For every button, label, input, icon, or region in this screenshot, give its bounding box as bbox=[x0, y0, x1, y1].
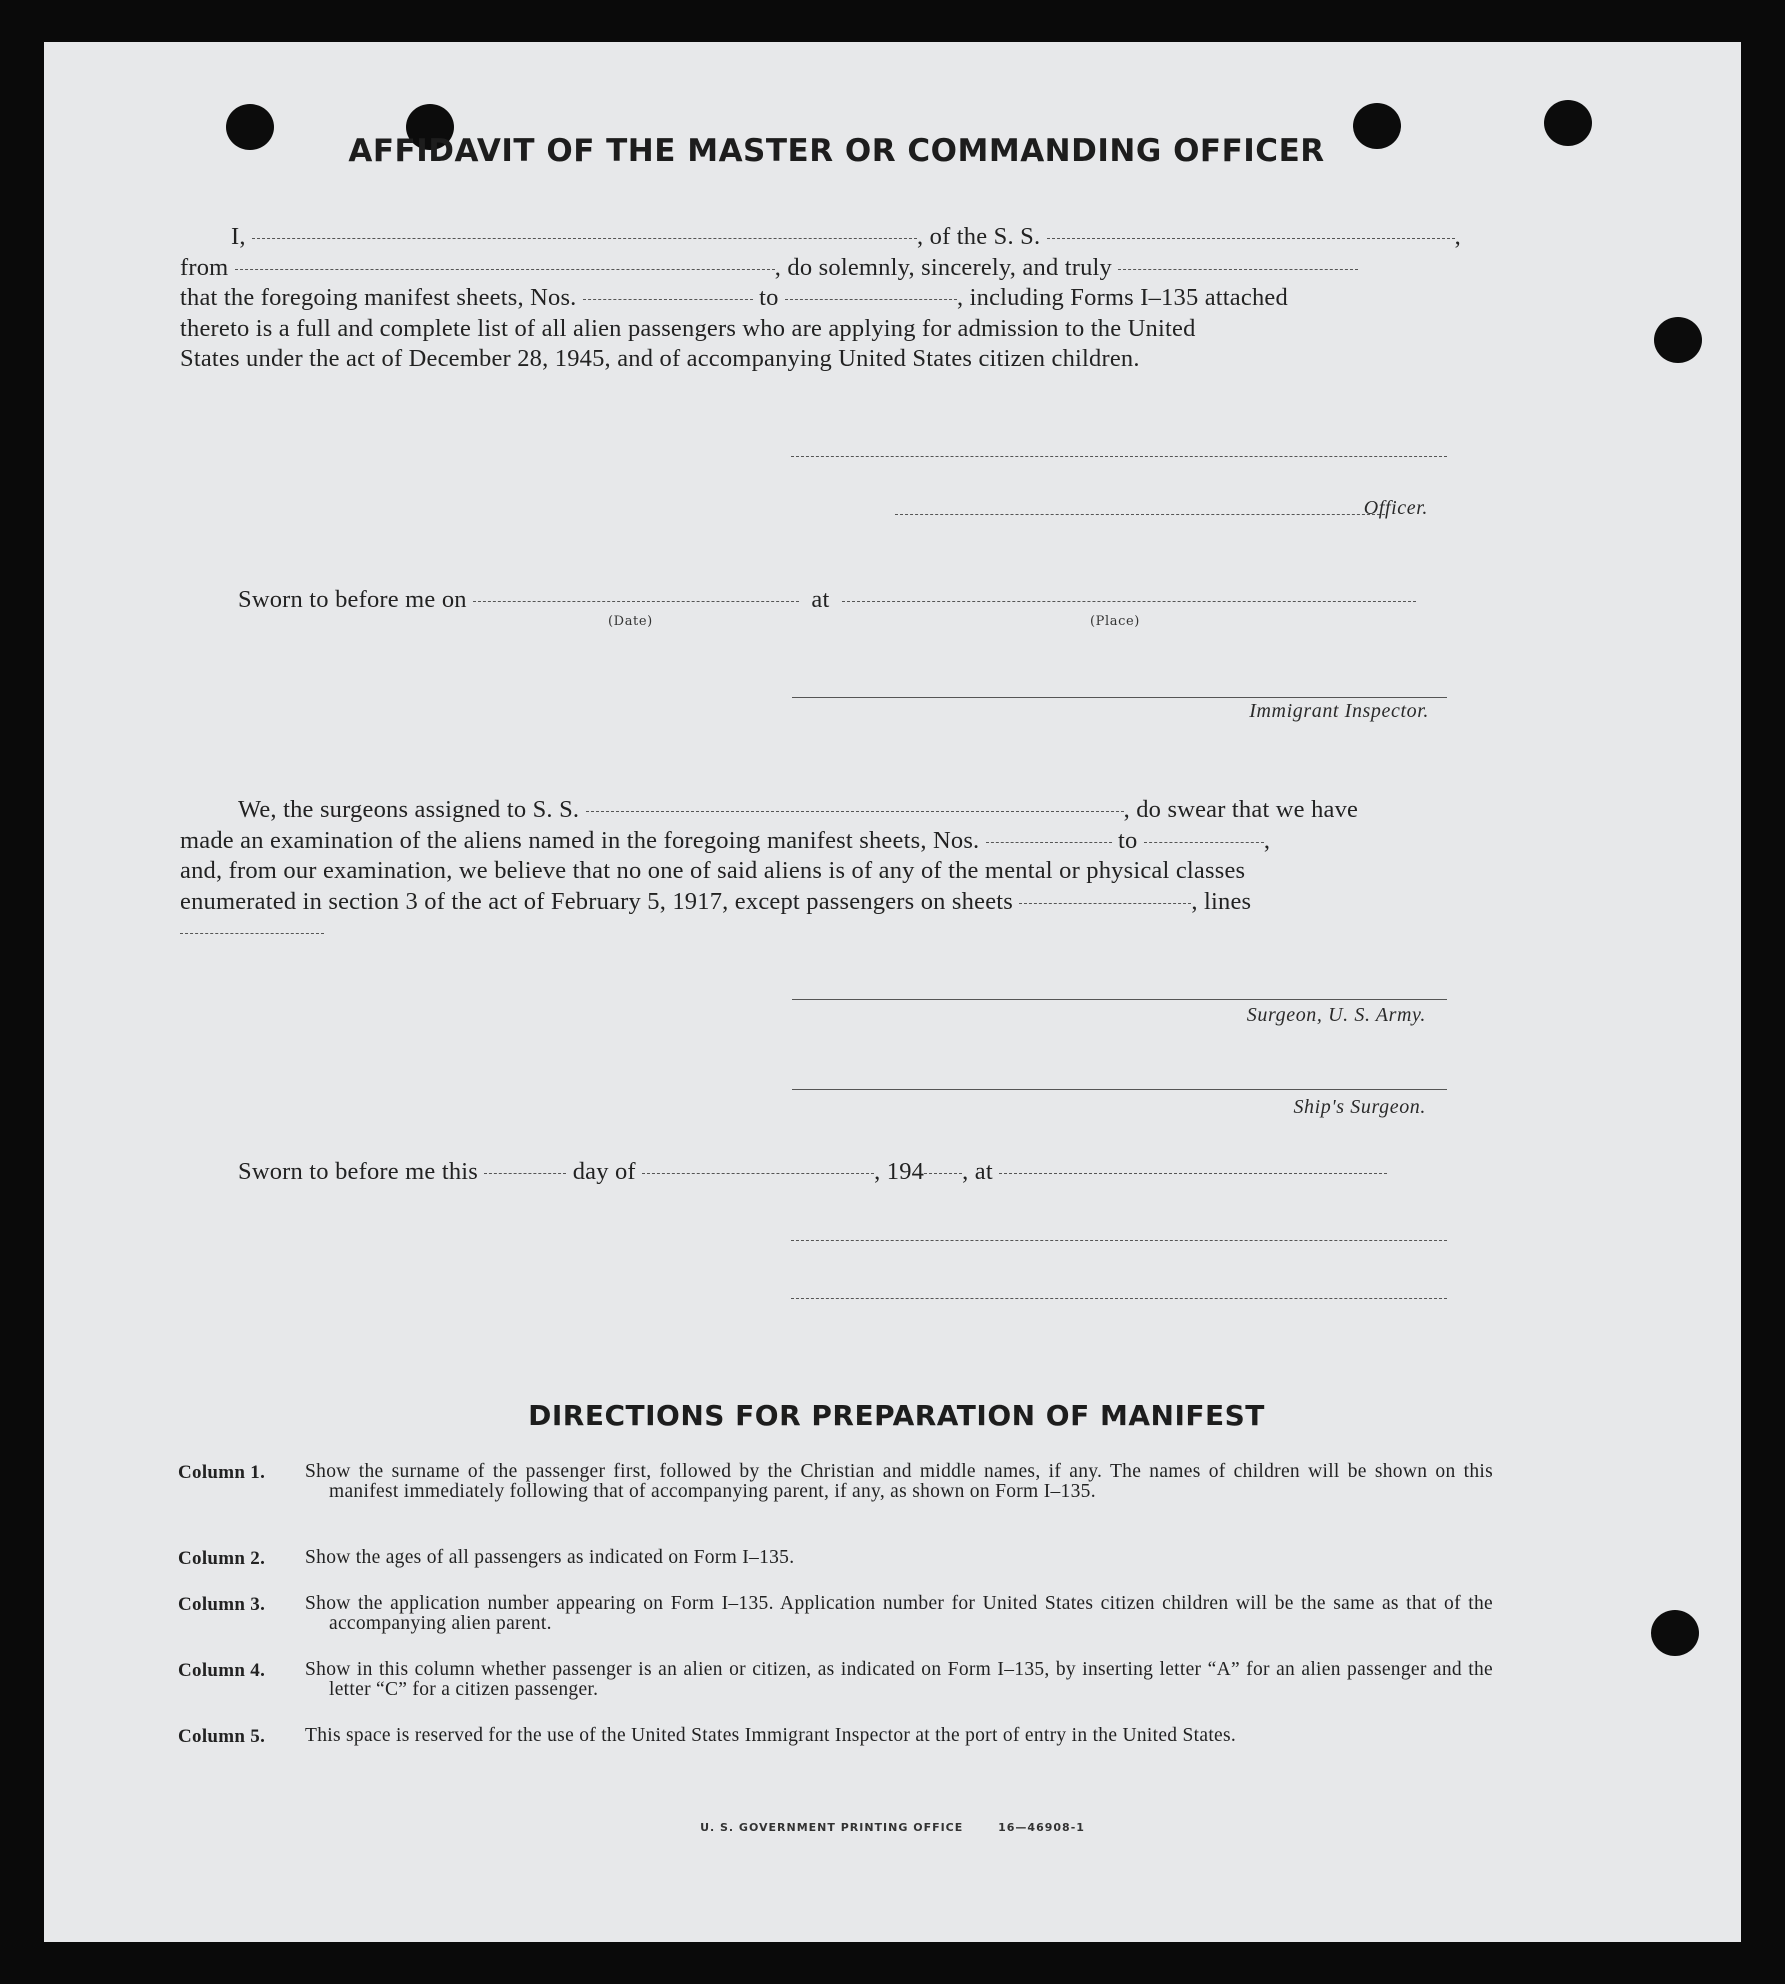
ship-name-field[interactable] bbox=[1047, 238, 1455, 239]
affidavit-text: , of the S. S. bbox=[917, 223, 1041, 250]
directions-title: DIRECTIONS FOR PREPARATION OF MANIFEST bbox=[528, 1399, 1265, 1432]
surgeons-paragraph bbox=[180, 795, 1494, 945]
surgeons-text: , bbox=[1263, 826, 1271, 854]
direction-label: Column 2. bbox=[178, 1548, 266, 1569]
ship-surgeon-signature-line[interactable] bbox=[792, 1089, 1447, 1090]
place-caption: (Place) bbox=[1090, 614, 1140, 629]
form-title: AFFIDAVIT OF THE MASTER OR COMMANDING OFFICER bbox=[348, 133, 1325, 169]
inspector-signature-line[interactable] bbox=[792, 697, 1447, 698]
affidavit-paragraph bbox=[180, 222, 1494, 375]
surgeons-text: , do swear that we have bbox=[1123, 796, 1359, 823]
surgeons-text: We, the surgeons assigned to S. S. bbox=[238, 796, 580, 823]
departure-port-field[interactable] bbox=[235, 269, 775, 270]
date-caption: (Date) bbox=[608, 614, 653, 629]
surgeon-ship-name-field[interactable] bbox=[586, 811, 1124, 812]
surgeons-text: enumerated in section 3 of the act of February 5, 1917, except passengers on sheets bbox=[180, 887, 1014, 915]
sworn-text: , at bbox=[962, 1158, 993, 1185]
sworn-year-field[interactable] bbox=[924, 1173, 962, 1174]
surgeons-text: and, from our examination, we believe that no one of said aliens is of any of the mental or physical classes bbox=[180, 857, 1246, 884]
affidavit-text: , including Forms I–135 attached bbox=[956, 284, 1288, 311]
punch-hole bbox=[1654, 317, 1702, 363]
direction-label: Column 5. bbox=[178, 1726, 266, 1747]
affidavit-text: , do solemnly, sincerely, and truly bbox=[774, 253, 1112, 281]
sworn-place-field[interactable] bbox=[842, 601, 1416, 602]
master-name-field[interactable] bbox=[252, 238, 917, 239]
officer-signature-line-4[interactable] bbox=[791, 1298, 1447, 1299]
affidavit-text: , bbox=[1454, 223, 1461, 250]
sworn-text: Sworn to before me this bbox=[238, 1158, 479, 1185]
inspector-label: Immigrant Inspector. bbox=[1249, 700, 1429, 722]
sworn-text: day of bbox=[572, 1158, 636, 1185]
printer-name: U. S. GOVERNMENT PRINTING OFFICE bbox=[700, 1821, 964, 1834]
sheet-to-field[interactable] bbox=[785, 299, 957, 300]
affidavit-text: I, bbox=[231, 223, 246, 250]
affidavit-text: States under the act of December 28, 1945, and of accompanying United States citizen children. bbox=[180, 345, 1140, 372]
surgeons-text: , lines bbox=[1191, 887, 1252, 915]
army-surgeon-signature-line[interactable] bbox=[792, 999, 1447, 1000]
form-sheet bbox=[44, 42, 1741, 1942]
punch-hole bbox=[1651, 1610, 1699, 1656]
surgeons-text: made an examination of the aliens named in the foregoing manifest sheets, Nos. bbox=[180, 826, 980, 854]
officer-signature-line-2[interactable] bbox=[895, 514, 1385, 515]
sworn-date-place bbox=[180, 585, 1494, 616]
affidavit-text: that the foregoing manifest sheets, Nos. bbox=[180, 284, 577, 311]
affidavit-text: from bbox=[180, 253, 229, 281]
exam-sheet-from-field[interactable] bbox=[986, 842, 1112, 843]
sworn-day-field[interactable] bbox=[484, 1173, 566, 1174]
exam-sheet-to-field[interactable] bbox=[1144, 842, 1264, 843]
army-surgeon-label: Surgeon, U. S. Army. bbox=[1246, 1004, 1426, 1026]
direction-label: Column 3. bbox=[178, 1594, 266, 1615]
sworn-text: at bbox=[811, 586, 830, 613]
direction-text: Show the surname of the passenger first, followed by the Christian and middle names, if any. The names of children will be shown on this manifest immediately following that of accompanying parent, if any, as shown on Form I–135. bbox=[305, 1461, 1493, 1502]
officer-signature-line-3[interactable] bbox=[791, 1240, 1447, 1241]
sworn-text: , 194 bbox=[874, 1158, 925, 1185]
affidavit-text: thereto is a full and complete list of all alien passengers who are applying for admission to the United bbox=[180, 314, 1196, 342]
declaration-field[interactable] bbox=[1118, 269, 1358, 270]
direction-label: Column 4. bbox=[178, 1660, 266, 1681]
sworn-day-place bbox=[180, 1157, 1494, 1188]
direction-text: Show the application number appearing on Form I–135. Application number for United States citizen children will be the same as that of the accompanying alien parent. bbox=[305, 1593, 1493, 1634]
exception-lines-field[interactable] bbox=[180, 933, 324, 934]
direction-text: Show in this column whether passenger is an alien or citizen, as indicated on Form I–135, by inserting letter “A” for an alien passenger and the letter “C” for a citizen passenger. bbox=[305, 1659, 1493, 1700]
sworn-at-field[interactable] bbox=[999, 1173, 1387, 1174]
printer-footer bbox=[44, 1821, 1741, 1834]
direction-text: This space is reserved for the use of the United States Immigrant Inspector at the port of entry in the United States. bbox=[305, 1725, 1237, 1746]
sworn-text: Sworn to before me on bbox=[238, 586, 467, 613]
direction-text: Show the ages of all passengers as indicated on Form I–135. bbox=[305, 1547, 795, 1568]
ship-surgeon-label: Ship's Surgeon. bbox=[1293, 1096, 1426, 1118]
sworn-date-field[interactable] bbox=[473, 601, 799, 602]
officer-label: Officer. bbox=[1363, 497, 1428, 519]
affidavit-text: to bbox=[759, 284, 779, 311]
officer-signature-line-1[interactable] bbox=[791, 456, 1447, 457]
surgeons-text: to bbox=[1118, 826, 1138, 854]
sworn-month-field[interactable] bbox=[642, 1173, 874, 1174]
sheet-from-field[interactable] bbox=[583, 299, 753, 300]
form-number: 16—46908-1 bbox=[998, 1821, 1085, 1834]
direction-label: Column 1. bbox=[178, 1462, 266, 1483]
exception-sheets-field[interactable] bbox=[1019, 903, 1191, 904]
